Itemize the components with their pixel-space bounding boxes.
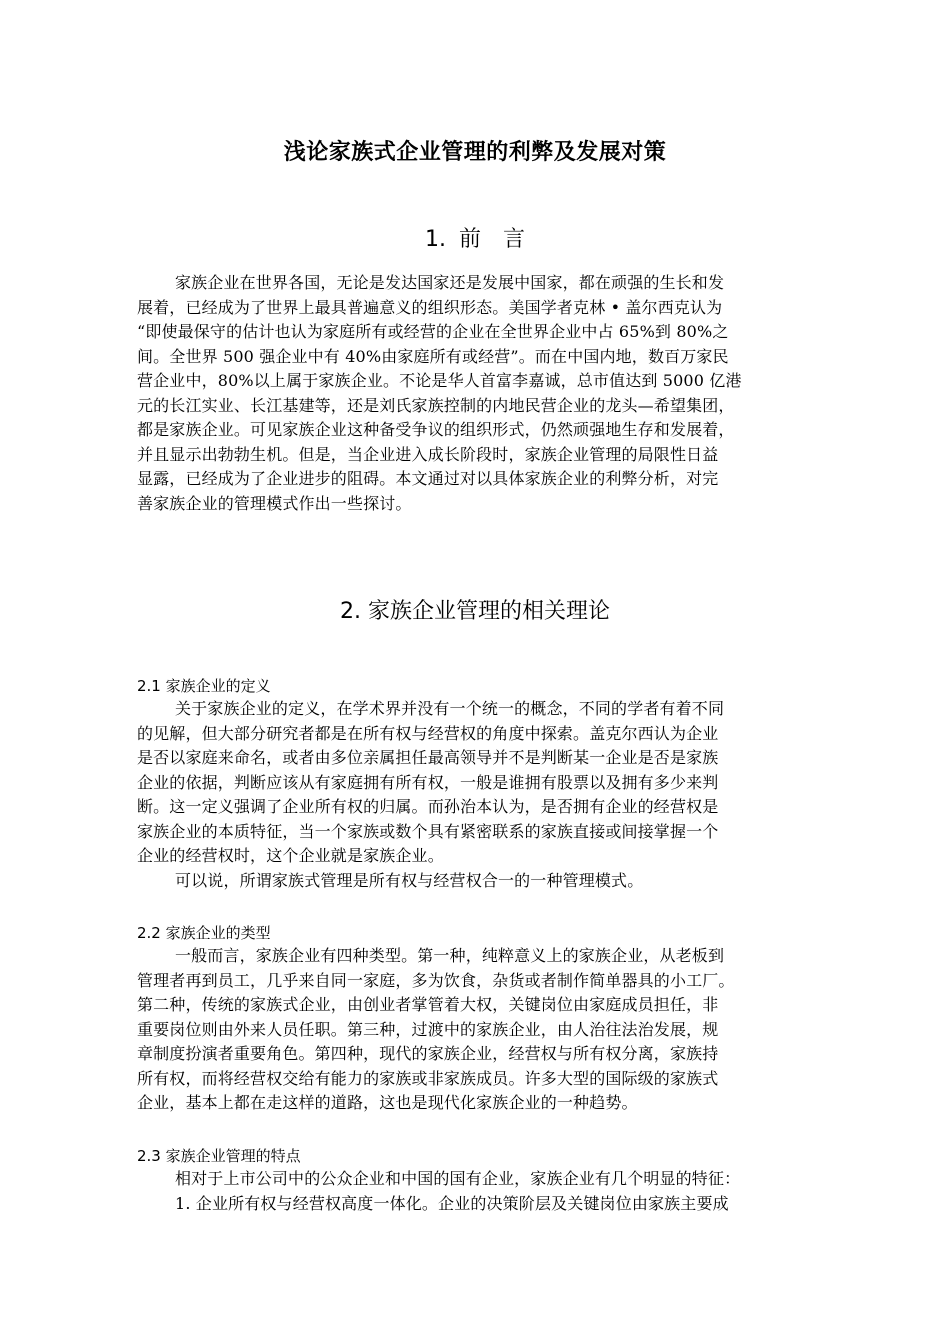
paragraph-line: 善家族企业的管理模式作出一些探讨。 [137,493,412,513]
document-title: 浅论家族式企业管理的利弊及发展对策 [283,140,667,165]
subsection-2-1 [137,675,837,893]
paragraph-line: 展着，已经成为了世界上最具普遍意义的组织形态。美国学者克林 • 盖尔西克认为 [137,297,723,317]
section-2-heading: 2. 家族企业管理的相关理论 [340,599,610,624]
paragraph-line: 章制度扮演者重要角色。第四种，现代的家族企业，经营权与所有权分离，家族持 [137,1044,719,1063]
paragraph-line: 是否以家庭来命名，或者由多位亲属担任最高领导并不是判断某一企业是否是家族 [137,748,719,767]
paragraph-line: 重要岗位则由外来人员任职。第三种，过渡中的家族企业，由人治往法治发展，规 [137,1019,719,1039]
subsection-2-3-heading: 2.3 家族企业管理的特点 [137,1147,301,1165]
paragraph-line: 家族企业的本质特征，当一个家族或数个具有紧密联系的家族直接或间接掌握一个 [137,821,719,841]
subsection-2-1-heading: 2.1 家族企业的定义 [137,677,271,695]
paragraph-line: 所有权，而将经营权交给有能力的家族或非家族成员。许多大型的国际级的家族式 [137,1068,719,1088]
paragraph-line: 元的长江实业、长江基建等，还是刘氏家族控制的内地民营企业的龙头—希望集团， [137,395,735,415]
paragraph-line: 相对于上市公司中的公众企业和中国的国有企业，家族企业有几个明显的特征： [175,1169,741,1188]
paragraph-line: 都是家族企业。可见家族企业这种备受争议的组织形式，仍然顽强地生存和发展着， [137,420,735,439]
paragraph-line: 企业的依据，判断应该从有家庭拥有所有权，一般是谁拥有股票以及拥有多少来判 [137,772,719,792]
paragraph-line: 可以说，所谓家族式管理是所有权与经营权合一的一种管理模式。 [175,870,644,890]
paragraph-line: 关于家族企业的定义，在学术界并没有一个统一的概念，不同的学者有着不同 [175,699,725,718]
paragraph-line: 一般而言，家族企业有四种类型。第一种，纯粹意义上的家族企业，从老板到 [175,946,725,965]
paragraph-line: 管理者再到员工，几乎来自同一家庭，多为饮食，杂货或者制作简单器具的小工厂。 [137,970,735,990]
paragraph-line: 第二种，传统的家族式企业，由创业者掌管着大权，关键岗位由家庭成员担任，非 [137,995,719,1014]
paragraph-line: 企业，基本上都在走这样的道路，这也是现代化家族企业的一种趋势。 [137,1093,638,1112]
paragraph-line: 间。全世界 500 强企业中有 40%由家庭所有或经营”。而在中国内地，数百万家民 [137,346,729,366]
section-1-paragraph [137,271,837,516]
subsection-2-3 [137,1145,837,1216]
paragraph-line: 1. 企业所有权与经营权高度一体化。企业的决策阶层及关键岗位由家族主要成 [175,1193,729,1213]
section-1-heading: 1. 前 言 [425,227,525,252]
paragraph-line: 显露，已经成为了企业进步的阻碍。本文通过对以具体家族企业的利弊分析，对完 [137,469,719,488]
paragraph-line: 企业的经营权时，这个企业就是家族企业。 [137,846,444,865]
subsection-2-2 [137,922,837,1116]
paragraph-line: 并且显示出勃勃生机。但是，当企业进入成长阶段时，家族企业管理的局限性日益 [137,444,719,464]
paragraph-line: “即使最保守的估计也认为家庭所有或经营的企业在全世界企业中占 65%到 80%之 [137,322,729,341]
paragraph-line: 家族企业在世界各国，无论是发达国家还是发展中国家，都在顽强的生长和发 [175,273,725,292]
paragraph-line: 断。这一定义强调了企业所有权的归属。而孙治本认为，是否拥有企业的经营权是 [137,797,719,816]
paragraph-line: 营企业中，80%以上属于家族企业。不论是华人首富李嘉诚，总市值达到 5000 亿港 [137,371,742,390]
subsection-2-2-heading: 2.2 家族企业的类型 [137,924,271,942]
paragraph-line: 的见解，但大部分研究者都是在所有权与经营权的角度中探索。盖克尔西认为企业 [137,723,719,743]
